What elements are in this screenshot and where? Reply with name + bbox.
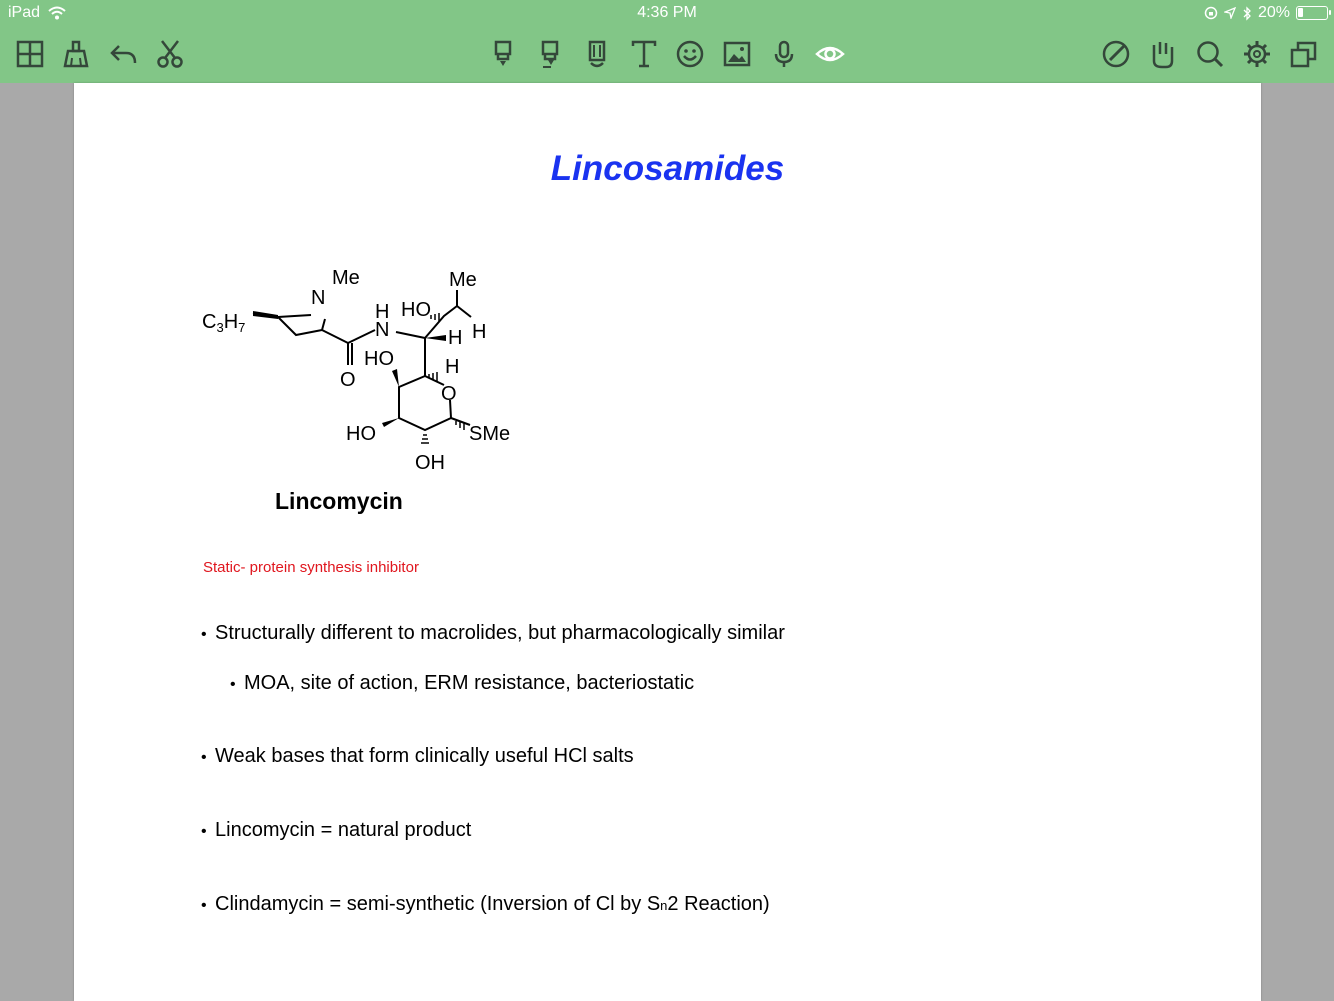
status-right bbox=[1204, 4, 1328, 22]
windows-icon bbox=[1289, 39, 1319, 69]
view-button[interactable] bbox=[812, 36, 848, 72]
strikethrough-marker-icon bbox=[582, 39, 612, 69]
windows-button[interactable] bbox=[1286, 36, 1322, 72]
settings-button[interactable] bbox=[1239, 36, 1275, 72]
location-icon bbox=[1224, 7, 1236, 19]
rotation-lock-icon bbox=[1204, 6, 1218, 20]
label-me-n: Me bbox=[332, 267, 360, 289]
microphone-button[interactable] bbox=[766, 36, 802, 72]
underline-button[interactable] bbox=[532, 36, 568, 72]
label-me-top: Me bbox=[449, 269, 477, 291]
search-button[interactable] bbox=[1192, 36, 1228, 72]
bullet-structural: • Structurally different to macrolides, but pharmacologically similar bbox=[201, 622, 785, 644]
highlighter-button[interactable] bbox=[485, 36, 521, 72]
undo-icon bbox=[108, 39, 138, 69]
label-sme: SMe bbox=[469, 423, 511, 445]
label-carbonyl-o: O bbox=[340, 369, 356, 391]
broom-icon bbox=[61, 39, 91, 69]
highlighter-icon bbox=[488, 39, 518, 69]
toolbar bbox=[0, 26, 1334, 83]
label-h-ring: H bbox=[445, 356, 460, 378]
compound-name: Lincomycin bbox=[275, 488, 403, 514]
label-ho-ring-top: HO bbox=[364, 348, 394, 370]
status-time: 4:36 PM bbox=[637, 4, 697, 21]
bluetooth-icon bbox=[1242, 6, 1252, 21]
thumbnails-icon bbox=[15, 39, 45, 69]
device-label: iPad bbox=[8, 4, 41, 21]
battery-fill bbox=[1298, 8, 1303, 17]
structure-bonds bbox=[253, 290, 471, 430]
thumbnails-button[interactable] bbox=[12, 36, 48, 72]
emoji-icon bbox=[675, 39, 705, 69]
bullet-clindamycin: • Clindamycin = semi-synthetic (Inversion of Cl by S n 2 Reaction) bbox=[201, 893, 770, 915]
scissors-icon bbox=[155, 39, 185, 69]
hand-icon bbox=[1148, 39, 1178, 69]
battery-percent: 20% bbox=[1257, 4, 1290, 21]
undo-button[interactable] bbox=[105, 36, 141, 72]
label-ho-ring-left: HO bbox=[346, 423, 376, 445]
clean-button[interactable] bbox=[58, 36, 94, 72]
cut-button[interactable] bbox=[152, 36, 188, 72]
draw-button[interactable] bbox=[1098, 36, 1134, 72]
label-n-ring: N bbox=[311, 287, 326, 309]
eye-icon bbox=[815, 39, 845, 69]
underline-marker-icon bbox=[535, 39, 565, 69]
label-h-right: H bbox=[472, 321, 487, 343]
microphone-icon bbox=[769, 39, 799, 69]
bullet-weak-bases: • Weak bases that form clinically useful HCl salts bbox=[201, 745, 634, 767]
status-bar bbox=[0, 0, 1334, 26]
pan-button[interactable] bbox=[1145, 36, 1181, 72]
document-page bbox=[74, 83, 1261, 1001]
label-oh-bottom: OH bbox=[415, 452, 445, 474]
lincomycin-structure bbox=[194, 258, 524, 478]
sub-bullet-moa: • MOA, site of action, ERM resistance, bacteriostatic bbox=[230, 672, 695, 694]
text-button[interactable] bbox=[626, 36, 662, 72]
image-button[interactable] bbox=[719, 36, 755, 72]
label-amide-h: H bbox=[375, 301, 390, 323]
label-ho-side: HO bbox=[401, 299, 431, 321]
label-o-ring: O bbox=[441, 383, 457, 405]
image-icon bbox=[722, 39, 752, 69]
pencil-circle-icon bbox=[1101, 39, 1131, 69]
label-h-stereo: H bbox=[448, 327, 463, 349]
text-icon bbox=[629, 39, 659, 69]
bullet-lincomycin: • Lincomycin = natural product bbox=[201, 819, 472, 841]
search-icon bbox=[1195, 39, 1225, 69]
strikethrough-button[interactable] bbox=[579, 36, 615, 72]
emoji-button[interactable] bbox=[672, 36, 708, 72]
label-amide-n: N bbox=[375, 319, 390, 341]
battery-icon bbox=[1296, 6, 1328, 20]
annotation-note: Static- protein synthesis inhibitor bbox=[203, 559, 419, 576]
label-c3h7: $C_3H_7$ bbox=[202, 311, 246, 335]
gear-icon bbox=[1242, 39, 1272, 69]
slide-title: Lincosamides bbox=[550, 149, 785, 188]
